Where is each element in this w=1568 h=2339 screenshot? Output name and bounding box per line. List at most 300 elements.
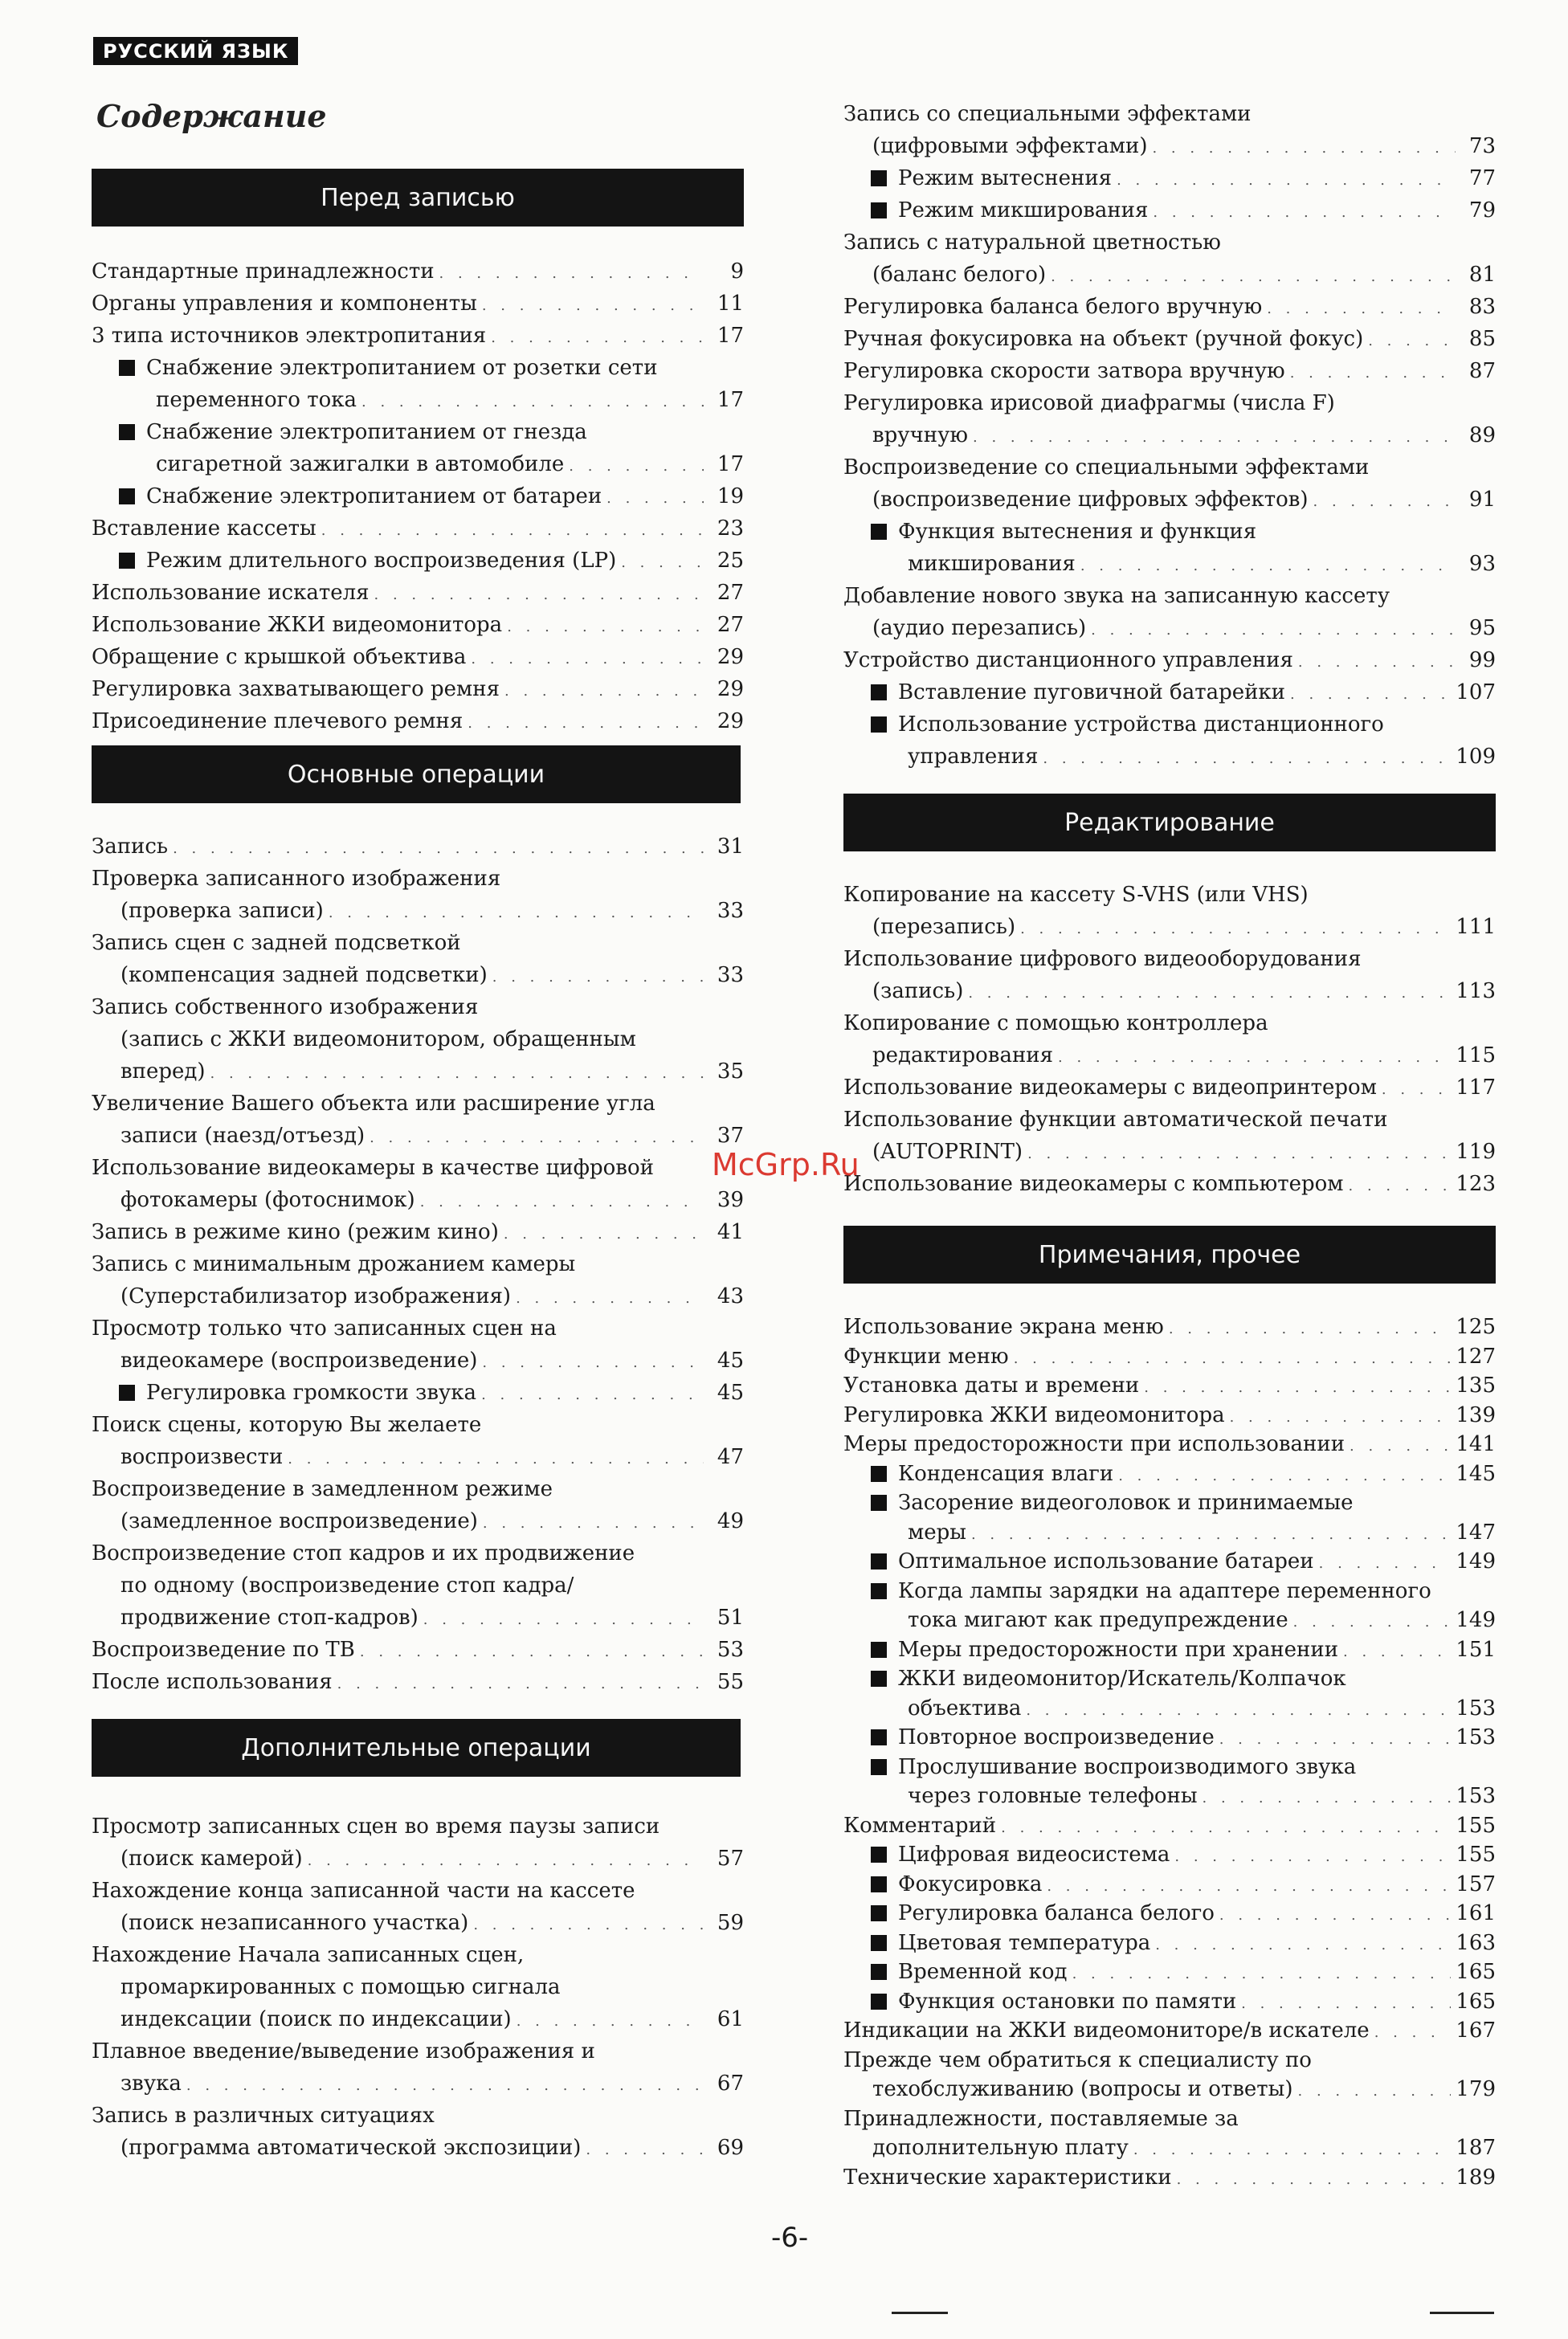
toc-entry <box>871 678 1496 707</box>
bullet-square-icon <box>119 424 135 440</box>
dot-leader <box>1219 1901 1451 1930</box>
toc-entry-title: Функции меню <box>843 1344 1009 1369</box>
toc-page-number: 89 <box>1468 423 1496 447</box>
toc-entry-title: дополнительную плату <box>872 2136 1129 2160</box>
dot-leader <box>1174 1843 1451 1872</box>
toc-entry-line <box>871 517 1496 546</box>
dot-leader <box>1072 1960 1452 1989</box>
toc-entry <box>872 1041 1496 1070</box>
bullet-square-icon <box>119 553 135 569</box>
toc-entry-line <box>92 1475 744 1504</box>
dot-leader <box>361 388 704 417</box>
dot-leader <box>606 484 704 513</box>
toc-page-number: 147 <box>1456 1520 1496 1545</box>
dot-leader <box>1133 2136 1452 2165</box>
toc-entry-line <box>843 1105 1496 1134</box>
toc-entry <box>843 646 1496 675</box>
right-column <box>843 0 1496 2339</box>
bullet-square-icon <box>871 1994 887 2010</box>
toc-page-number: 17 <box>717 324 744 348</box>
toc-entry-title: Использование цифрового видеооборудования <box>843 947 1362 971</box>
toc-entry-title: Технические характеристики <box>843 2165 1172 2190</box>
toc-page-number: 41 <box>717 1220 744 1244</box>
toc-entry <box>872 485 1496 514</box>
toc-page-number: 51 <box>717 1606 744 1630</box>
toc-entry-title: Просмотр только что записанных сцен на <box>92 1316 557 1341</box>
toc-entry-title: Стандартные принадлежности <box>92 259 435 284</box>
dot-leader <box>173 835 704 863</box>
dot-leader <box>1368 327 1456 356</box>
toc-entry <box>120 1507 744 1536</box>
toc-page-number: 81 <box>1468 263 1496 287</box>
toc-entry-title: Снабжение электропитанием от розетки сети <box>146 356 658 380</box>
dot-leader <box>370 1124 704 1153</box>
dot-leader <box>1058 1043 1451 1072</box>
toc-entry-line <box>120 1571 744 1600</box>
toc-entry <box>871 1929 1496 1957</box>
toc-page-number: 23 <box>717 516 744 541</box>
bullet-square-icon <box>871 684 887 700</box>
toc-entry-title: по одному (воспроизведение стоп кадра/ <box>120 1574 574 1598</box>
toc-entry-title: Регулировка ЖКИ видеомонитора <box>843 1402 1225 1427</box>
dot-leader <box>1091 616 1456 645</box>
dot-leader <box>1374 2019 1452 2047</box>
dot-leader <box>1298 2077 1452 2106</box>
toc-page-number: 17 <box>717 452 744 476</box>
toc-entry-title: Регулировка ирисовой диафрагмы (числа F) <box>843 391 1335 415</box>
toc-entry-title: Воспроизведение в замедленном режиме <box>92 1477 553 1501</box>
dot-leader <box>420 1188 704 1217</box>
dot-leader <box>492 963 704 992</box>
toc-entry <box>872 2133 1496 2162</box>
dot-leader <box>321 516 704 545</box>
toc-entry <box>92 514 744 543</box>
toc-entry <box>908 549 1496 578</box>
toc-entry-line <box>843 880 1496 909</box>
toc-page-number: 83 <box>1468 295 1496 319</box>
toc-entry-title: (поиск незаписанного участка) <box>120 1911 469 1935</box>
toc-page-number: 43 <box>717 1284 744 1308</box>
toc-page-number: 109 <box>1456 745 1496 769</box>
toc-entry-title: Ручная фокусировка на объект (ручной фокус) <box>843 327 1364 351</box>
toc-entry-line <box>871 1488 1496 1517</box>
toc-entry <box>872 614 1496 643</box>
bullet-square-icon <box>871 1642 887 1658</box>
dot-leader <box>482 1349 704 1378</box>
dot-leader <box>337 1670 704 1699</box>
toc-entry <box>843 1430 1496 1459</box>
dot-leader <box>360 1638 704 1667</box>
dot-leader <box>1203 1784 1452 1813</box>
toc-entry-line <box>92 1153 744 1182</box>
section-header-editing: Редактирование <box>843 794 1496 851</box>
toc-entry <box>871 1840 1496 1869</box>
toc-entry <box>872 977 1496 1006</box>
toc-entry-line <box>92 864 744 893</box>
toc-page-number: 149 <box>1456 1549 1496 1574</box>
toc-entry <box>871 1635 1496 1664</box>
dot-leader <box>1026 1696 1451 1725</box>
toc-page-number: 45 <box>717 1349 744 1373</box>
dot-leader <box>471 645 704 674</box>
toc-entry-title: Регулировка скорости затвора вручную <box>843 359 1285 383</box>
toc-entry-line <box>92 1089 744 1118</box>
toc-entry-title: Запись с натуральной цветностью <box>843 231 1221 255</box>
toc-entry-line <box>92 1941 744 1970</box>
dot-leader <box>1177 2166 1452 2194</box>
toc-page-number: 153 <box>1456 1696 1496 1721</box>
bullet-square-icon <box>871 524 887 540</box>
dot-leader <box>504 677 704 706</box>
toc-page-number: 151 <box>1456 1637 1496 1662</box>
toc-entry <box>843 292 1496 321</box>
toc-entry-line <box>119 353 744 382</box>
toc-entry <box>843 1170 1496 1198</box>
toc-entry-title: После использования <box>92 1670 333 1694</box>
toc-entry-title: меры <box>908 1520 966 1545</box>
toc-page-number: 117 <box>1456 1076 1496 1100</box>
toc-entry <box>92 707 744 736</box>
bullet-square-icon <box>119 488 135 504</box>
toc-page-number: 19 <box>717 484 744 508</box>
toc-entry-line <box>843 453 1496 482</box>
toc-entry <box>908 1606 1496 1635</box>
scan-artifact <box>1430 2312 1494 2314</box>
toc-entry-title: Режим вытеснения <box>898 166 1113 190</box>
toc-entry-title: воспроизвести <box>120 1445 284 1469</box>
toc-page-number: 91 <box>1468 488 1496 512</box>
toc-entry-title: ЖКИ видеомонитор/Искатель/Колпачок <box>898 1667 1346 1691</box>
toc-entry-title: Использование искателя <box>92 581 370 605</box>
toc-entry-title: (AUTOPRINT) <box>872 1140 1023 1164</box>
toc-entry <box>872 421 1496 450</box>
toc-entry-title: Запись со специальными эффектами <box>843 102 1252 126</box>
toc-entry-title: (Суперстабилизатор изображения) <box>120 1284 512 1308</box>
toc-entry <box>92 832 744 861</box>
scan-artifact <box>892 2312 948 2314</box>
toc-entry <box>871 164 1496 193</box>
toc-entry-line <box>843 100 1496 129</box>
toc-entry-title: Меры предосторожности при использовании <box>843 1432 1345 1456</box>
toc-entry-title: (замедленное воспроизведение) <box>120 1509 478 1533</box>
dot-leader <box>1319 1549 1452 1578</box>
toc-entry <box>871 1870 1496 1899</box>
toc-page-number: 165 <box>1456 1960 1496 1984</box>
toc-entry-line <box>843 2046 1496 2075</box>
dot-leader <box>1118 1462 1451 1491</box>
dot-leader <box>1343 1638 1451 1667</box>
section-header-before-recording: Перед записью <box>92 169 744 227</box>
toc-entry-title: Копирование с помощью контроллера <box>843 1011 1268 1035</box>
toc-entry-line <box>92 1812 744 1841</box>
toc-page-number: 57 <box>717 1847 744 1871</box>
toc-entry-line <box>843 389 1496 418</box>
toc-entry-title: вручную <box>872 423 969 447</box>
dot-leader <box>1169 1315 1452 1344</box>
toc-page-number: 155 <box>1456 1813 1496 1838</box>
section-header-notes: Примечания, прочее <box>843 1226 1496 1284</box>
toc-entry <box>871 1723 1496 1752</box>
toc-entry-title: Вставление пуговичной батарейки <box>898 680 1286 704</box>
toc-page-number: 189 <box>1456 2165 1496 2190</box>
dot-leader <box>517 2007 704 2036</box>
toc-entry <box>120 2069 744 2098</box>
dot-leader <box>1219 1725 1452 1754</box>
dot-leader <box>1080 552 1456 581</box>
dot-leader <box>1153 198 1456 227</box>
bullet-square-icon <box>871 1935 887 1951</box>
toc-entry-title: индексации (поиск по индексации) <box>120 2007 512 2031</box>
toc-page-number: 155 <box>1456 1843 1496 1867</box>
toc-entry-title: Копирование на кассету S-VHS (или VHS) <box>843 883 1309 907</box>
toc-entry <box>119 482 744 511</box>
bullet-square-icon <box>871 1671 887 1687</box>
toc-entry-title: Воспроизведение по ТВ <box>92 1638 355 1662</box>
toc-entry-title: Плавное введение/выведение изображения и <box>92 2039 595 2063</box>
toc-entry <box>871 1957 1496 1986</box>
toc-page-number: 135 <box>1456 1374 1496 1398</box>
toc-entry <box>92 321 744 350</box>
toc-entry-title: Регулировка баланса белого <box>898 1901 1215 1925</box>
dot-leader <box>483 1509 704 1538</box>
toc-entry <box>872 912 1496 941</box>
toc-entry-title: Меры предосторожности при хранении <box>898 1637 1339 1662</box>
toc-entry-title: Регулировка захватывающего ремня <box>92 677 500 701</box>
toc-page-number: 35 <box>717 1059 744 1084</box>
dot-leader <box>516 1284 704 1313</box>
toc-page-number: 187 <box>1456 2136 1496 2160</box>
toc-entry <box>92 675 744 704</box>
toc-entry-title: Поиск сцены, которую Вы желаете <box>92 1413 482 1437</box>
toc-entry <box>843 1811 1496 1840</box>
toc-entry-line <box>843 582 1496 610</box>
toc-entry-line <box>843 1009 1496 1038</box>
toc-entry-title: Цветовая температура <box>898 1930 1151 1955</box>
toc-entry-line <box>92 1539 744 1568</box>
toc-entry-line <box>871 1664 1496 1693</box>
toc-entry-title: Снабжение электропитанием от гнезда <box>146 420 587 444</box>
toc-page-number: 139 <box>1456 1402 1496 1427</box>
bullet-square-icon <box>871 1905 887 1921</box>
dot-leader <box>1293 1608 1452 1637</box>
toc-page-number: 115 <box>1456 1043 1496 1067</box>
toc-entry-title: видеокамере (воспроизведение) <box>120 1349 478 1373</box>
page-title: Содержание <box>96 98 327 134</box>
toc-page-number: 87 <box>1468 359 1496 383</box>
toc-entry-title: Индикации на ЖКИ видеомониторе/в искателе <box>843 2019 1370 2043</box>
toc-entry-title: Воспроизведение стоп кадров и их продвижение <box>92 1541 635 1565</box>
toc-page-number: 93 <box>1468 552 1496 576</box>
toc-entry <box>92 257 744 286</box>
toc-entry-title: (программа автоматической экспозиции) <box>120 2136 582 2160</box>
toc-entry-title: Просмотр записанных сцен во время паузы записи <box>92 1814 660 1839</box>
toc-page-number: 31 <box>717 835 744 859</box>
toc-page-number: 29 <box>717 645 744 669</box>
toc-entry-title: Обращение с крышкой объектива <box>92 645 467 669</box>
toc-entry-title: техобслуживанию (вопросы и ответы) <box>872 2077 1293 2101</box>
bullet-square-icon <box>871 1495 887 1511</box>
bullet-square-icon <box>119 1385 135 1401</box>
dot-leader <box>491 324 704 353</box>
toc-entry-title: Комментарий <box>843 1813 997 1838</box>
toc-page-number: 17 <box>717 388 744 412</box>
toc-entry-title: Использование ЖКИ видеомонитора <box>92 613 503 637</box>
toc-page-number: 33 <box>717 963 744 987</box>
toc-entry-title: (проверка записи) <box>120 899 324 923</box>
toc-entry <box>120 1603 744 1632</box>
toc-entry <box>119 1378 744 1407</box>
toc-page-number: 59 <box>717 1911 744 1935</box>
toc-entry-title: Регулировка баланса белого вручную <box>843 295 1263 319</box>
dot-leader <box>569 452 704 481</box>
toc-entry-title: Повторное воспроизведение <box>898 1725 1215 1749</box>
toc-entry <box>871 1987 1496 2016</box>
toc-entry-title: Проверка записанного изображения <box>92 867 501 891</box>
dot-leader <box>1047 1872 1451 1901</box>
toc-entry <box>120 1908 744 1937</box>
toc-entry-title: редактирования <box>872 1043 1053 1067</box>
toc-page-number: 111 <box>1456 915 1496 939</box>
toc-entry-title: Установка даты и времени <box>843 1374 1140 1398</box>
toc-entry-title: Оптимальное использование батареи <box>898 1549 1314 1574</box>
toc-entry-title: Запись с минимальным дрожанием камеры <box>92 1252 576 1276</box>
toc-entry <box>843 2016 1496 2045</box>
toc-entry <box>156 450 744 479</box>
toc-entry <box>872 132 1496 161</box>
toc-page-number: 79 <box>1468 198 1496 222</box>
toc-page-number: 113 <box>1456 979 1496 1003</box>
toc-entry-title: переменного тока <box>156 388 357 412</box>
toc-entry-title: Вставление кассеты <box>92 516 316 541</box>
toc-page-number: 11 <box>717 292 744 316</box>
toc-entry-title: сигаретной зажигалки в автомобиле <box>156 452 565 476</box>
toc-entry <box>908 1782 1496 1810</box>
toc-entry <box>120 1121 744 1150</box>
toc-entry-line <box>843 228 1496 257</box>
toc-entry-line <box>871 1577 1496 1606</box>
dot-leader <box>1313 488 1456 516</box>
toc-entry-title: Увеличение Вашего объекта или расширение угла <box>92 1092 655 1116</box>
dot-leader <box>1051 263 1456 292</box>
toc-entry-title: Добавление нового звука на записанную кассету <box>843 584 1390 608</box>
language-tag: РУССКИЙ ЯЗЫК <box>93 37 298 65</box>
toc-entry-title: Использование устройства дистанционного <box>898 712 1384 737</box>
dot-leader <box>481 1381 704 1410</box>
section-header-advanced-operations: Дополнительные операции <box>92 1719 741 1777</box>
toc-entry-title: Запись сцен с задней подсветкой <box>92 931 461 955</box>
toc-entry <box>92 1668 744 1696</box>
dot-leader <box>186 2072 704 2100</box>
toc-entry-title: Прежде чем обратиться к специалисту по <box>843 2047 1312 2072</box>
bullet-square-icon <box>871 170 887 186</box>
toc-entry-line <box>92 1410 744 1439</box>
toc-entry-title: (цифровыми эффектами) <box>872 134 1148 158</box>
toc-entry-title: Запись собственного изображения <box>92 995 479 1019</box>
toc-page-number: 73 <box>1468 134 1496 158</box>
toc-entry <box>871 1899 1496 1928</box>
toc-entry <box>156 386 744 414</box>
toc-entry-line <box>92 929 744 957</box>
toc-page-number: 157 <box>1456 1872 1496 1896</box>
toc-entry <box>120 1057 744 1086</box>
toc-entry <box>92 1218 744 1247</box>
toc-page-number: 141 <box>1456 1432 1496 1456</box>
toc-page-number: 39 <box>717 1188 744 1212</box>
dot-leader <box>1155 1931 1451 1960</box>
bullet-square-icon <box>871 1759 887 1775</box>
bullet-square-icon <box>119 360 135 376</box>
toc-entry-title: 3 типа источников электропитания <box>92 324 487 348</box>
toc-entry-title: Использование видеокамеры в качестве цифровой <box>92 1156 654 1180</box>
toc-page-number: 29 <box>717 677 744 701</box>
bullet-square-icon <box>871 1964 887 1980</box>
toc-page-number: 27 <box>717 613 744 637</box>
toc-page-number: 9 <box>730 259 744 284</box>
toc-entry <box>92 610 744 639</box>
page-number: -6- <box>771 2222 809 2254</box>
dot-leader <box>621 549 704 578</box>
toc-entry-title: Функция остановки по памяти <box>898 1989 1237 2014</box>
toc-page-number: 145 <box>1456 1461 1496 1486</box>
toc-page-number: 99 <box>1468 648 1496 672</box>
toc-entry-title: записи (наезд/отъезд) <box>120 1124 365 1148</box>
toc-entry-title: Запись в режиме кино (режим кино) <box>92 1220 499 1244</box>
toc-entry <box>872 260 1496 289</box>
toc-entry-title: вперед) <box>120 1059 206 1084</box>
toc-entry-title: (поиск камерой) <box>120 1847 303 1871</box>
toc-entry <box>843 1401 1496 1430</box>
bullet-square-icon <box>871 1847 887 1863</box>
toc-entry-title: (запись с ЖКИ видеомонитором, обращенным <box>120 1027 636 1051</box>
toc-page-number: 123 <box>1456 1172 1496 1196</box>
toc-entry-title: Прослушивание воспроизводимого звука <box>898 1754 1357 1779</box>
toc-page-number: 61 <box>717 2007 744 2031</box>
bullet-square-icon <box>871 1466 887 1482</box>
toc-entry-title: Цифровая видеосистема <box>898 1843 1170 1867</box>
dot-leader <box>586 2136 704 2165</box>
toc-entry-line <box>92 2037 744 2066</box>
toc-page-number: 85 <box>1468 327 1496 351</box>
dot-leader <box>1382 1076 1451 1104</box>
toc-entry-title: Конденсация влаги <box>898 1461 1114 1486</box>
left-column <box>92 0 744 2339</box>
dot-leader <box>1014 1345 1452 1374</box>
toc-page-number: 167 <box>1456 2019 1496 2043</box>
toc-page-number: 163 <box>1456 1930 1496 1955</box>
dot-leader <box>1290 680 1451 709</box>
toc-page-number: 25 <box>717 549 744 573</box>
toc-entry-title: Регулировка громкости звука <box>146 1381 477 1405</box>
toc-entry-line <box>120 1025 744 1054</box>
toc-entry-title: промаркированных с помощью сигнала <box>120 1975 561 1999</box>
toc-page-number: 29 <box>717 709 744 733</box>
toc-entry <box>120 961 744 990</box>
toc-entry-title: Засорение видеоголовок и принимаемые <box>898 1491 1354 1515</box>
toc-page-number: 127 <box>1456 1344 1496 1369</box>
toc-entry <box>908 1518 1496 1547</box>
toc-entry <box>120 896 744 925</box>
toc-entry-line <box>843 2104 1496 2133</box>
toc-entry-title: объектива <box>908 1696 1022 1721</box>
toc-entry-title: Воспроизведение со специальными эффектами <box>843 455 1370 480</box>
toc-entry-title: (перезапись) <box>872 915 1016 939</box>
dot-leader <box>210 1059 704 1088</box>
toc-entry-line <box>843 945 1496 974</box>
dot-leader <box>1152 134 1456 163</box>
toc-page-number: 107 <box>1456 680 1496 704</box>
toc-entry-title: Снабжение электропитанием от батареи <box>146 484 602 508</box>
dot-leader <box>1290 359 1456 388</box>
